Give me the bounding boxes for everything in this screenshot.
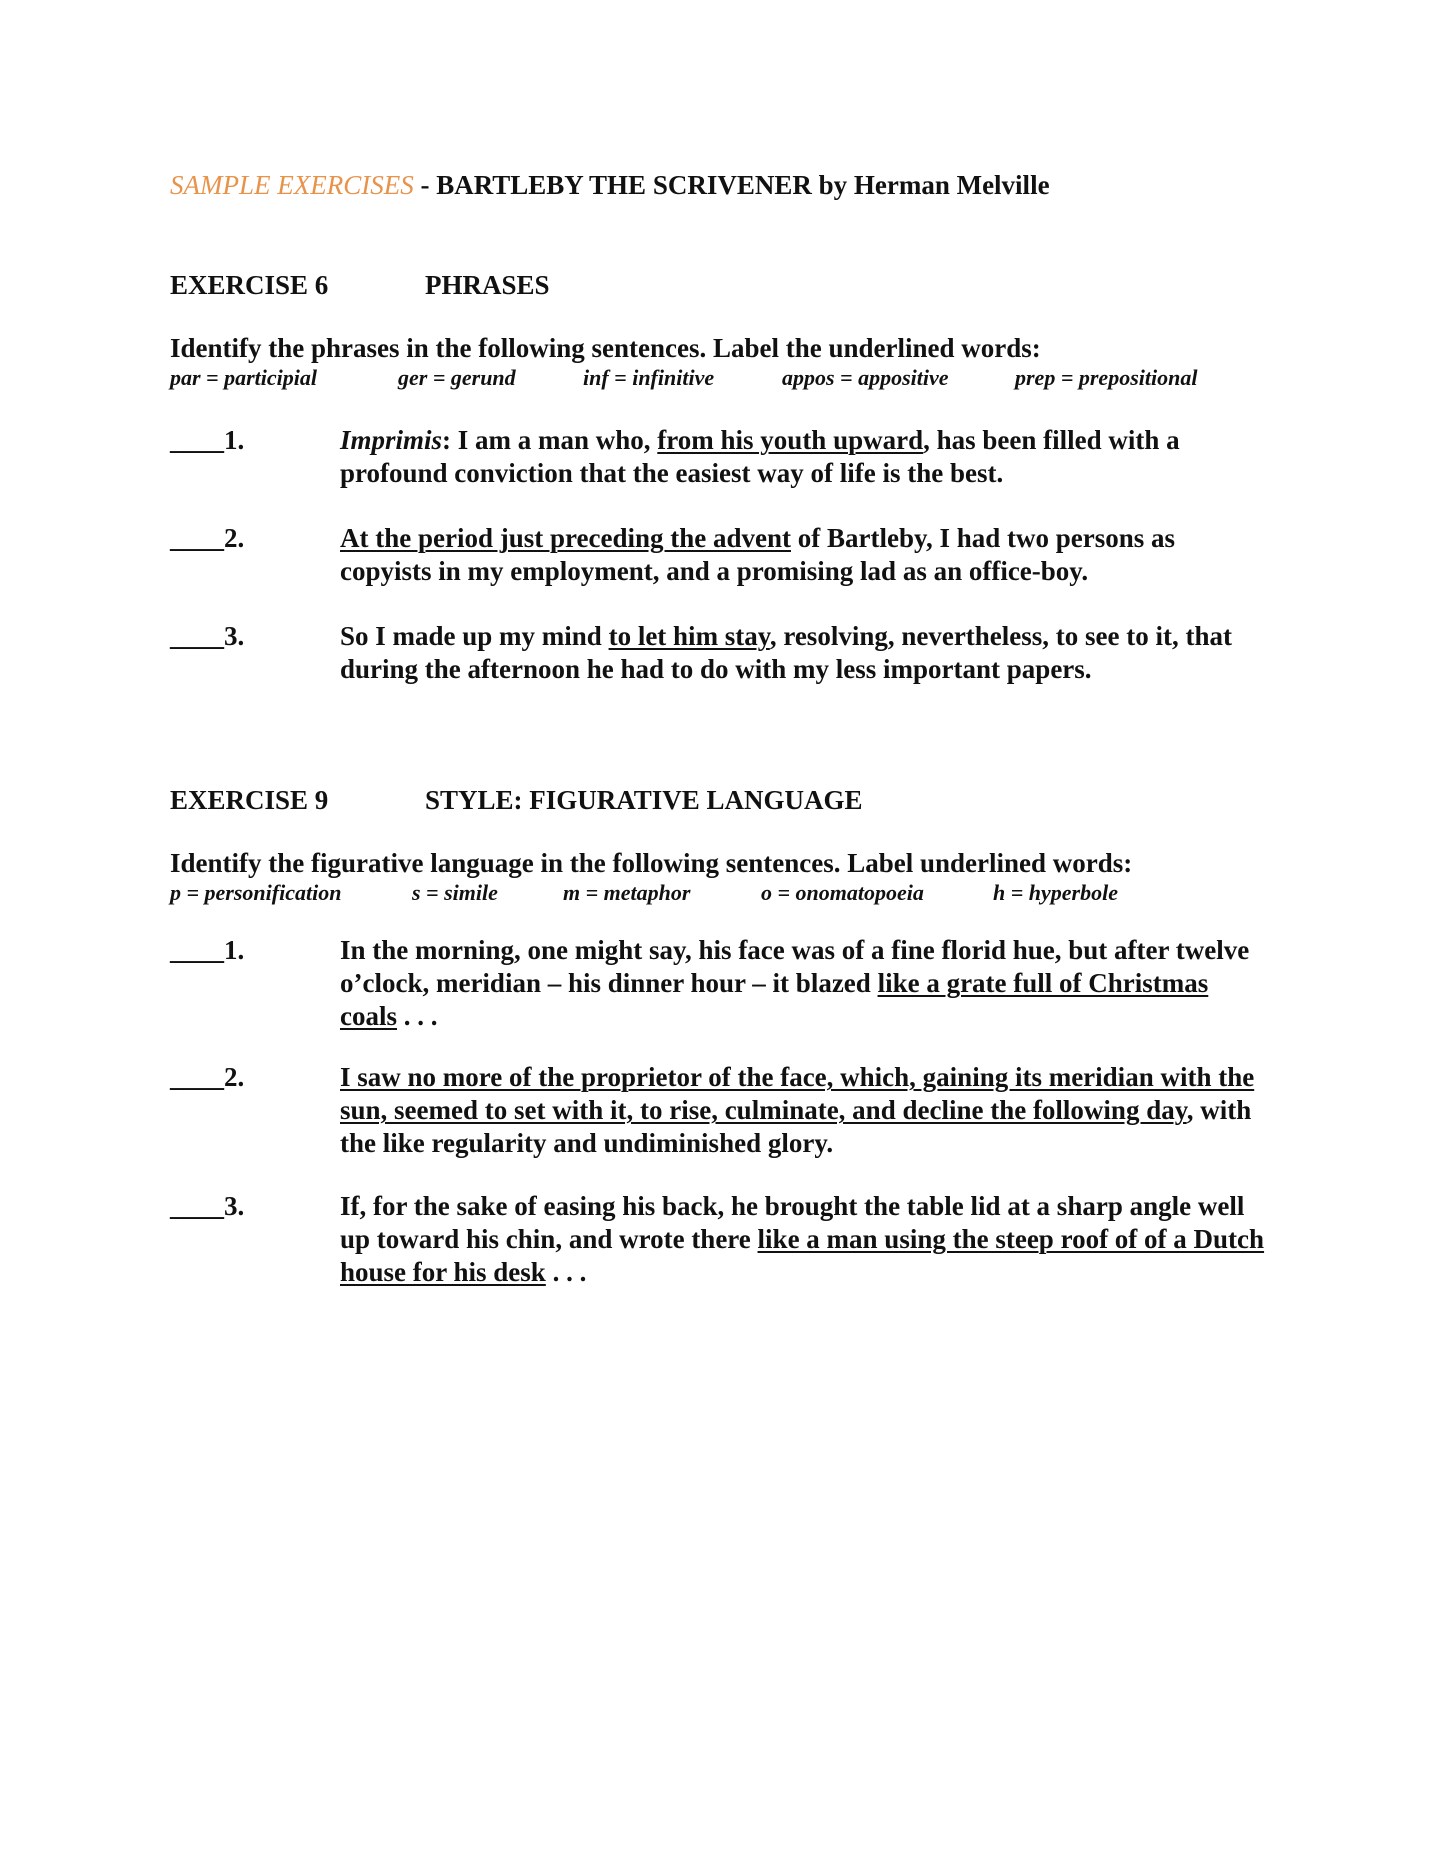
- exercise-6-number: EXERCISE 6: [170, 270, 329, 300]
- underlined-phrase: from his youth upward: [657, 425, 924, 455]
- sentence-segment: Imprimis: [340, 425, 443, 455]
- underlined-phrase: like a grate full of Christmas coals: [340, 968, 1209, 1031]
- exercise-6-instructions: Identify the phrases in the following sentences. Label the underlined words:: [170, 333, 1041, 363]
- page-title: [170, 170, 1050, 201]
- underlined-phrase: to let him stay: [608, 621, 770, 651]
- legend-item: m = metaphor: [563, 880, 691, 905]
- exercise-9-heading: [170, 785, 863, 816]
- legend-item: o = onomatopoeia: [761, 880, 924, 905]
- sentence-segment: . . .: [545, 1257, 587, 1287]
- exercise-9-instructions: Identify the figurative language in the following sentences. Label underlined words:: [170, 848, 1133, 878]
- item-sentence: [340, 1061, 1270, 1160]
- sentence-segment: : I am a man who,: [442, 425, 658, 455]
- answer-blank[interactable]: ____1.: [170, 935, 245, 965]
- item-sentence: [340, 1190, 1270, 1289]
- answer-blank[interactable]: ____3.: [170, 1191, 245, 1221]
- legend-item: prep = prepositional: [1015, 365, 1198, 390]
- legend-item: appos = appositive: [782, 365, 949, 390]
- legend-item: par = participial: [170, 365, 317, 390]
- item-sentence: [340, 934, 1270, 1033]
- sentence-segment: , resolving, nevertheless, to see to it, that during the afternoon he had to do with my less important papers.: [340, 621, 1232, 684]
- sentence-segment: So I made up my mind: [340, 621, 609, 651]
- underlined-phrase: I saw no more of the proprietor of the face, which, gaining its meridian with the sun, seemed to set with it, to rise, culminate, and decline the following day: [340, 1062, 1255, 1125]
- sentence-segment: , with the like regularity and undiminished glory.: [340, 1095, 1252, 1158]
- answer-blank[interactable]: ____2.: [170, 523, 245, 553]
- exercise-6-topic: PHRASES: [425, 270, 550, 300]
- title-accent: SAMPLE EXERCISES: [170, 170, 414, 200]
- exercise-9-number: EXERCISE 9: [170, 785, 329, 815]
- legend-item: ger = gerund: [398, 365, 516, 390]
- legend-item: s = simile: [412, 880, 498, 905]
- title-rest: - BARTLEBY THE SCRIVENER by Herman Melville: [413, 170, 1050, 200]
- sentence-segment: , has been filled with a profound conviction that the easiest way of life is the best.: [340, 425, 1180, 488]
- exercise-6-heading: [170, 270, 550, 301]
- sentence-segment: If, for the sake of easing his back, he brought the table lid at a sharp angle well up toward his chin, and wrote there: [340, 1191, 1245, 1254]
- item-sentence: [340, 522, 1270, 588]
- item-sentence: [340, 620, 1270, 686]
- sentence-segment: . . .: [397, 1001, 438, 1031]
- legend-item: p = personification: [170, 880, 342, 905]
- answer-blank[interactable]: ____3.: [170, 621, 245, 651]
- item-sentence: [340, 424, 1270, 490]
- underlined-phrase: like a man using the steep roof of of a Dutch house for his desk: [340, 1224, 1265, 1287]
- legend-item: inf = infinitive: [583, 365, 715, 390]
- answer-blank[interactable]: ____1.: [170, 425, 245, 455]
- answer-blank[interactable]: ____2.: [170, 1062, 245, 1092]
- sentence-segment: of Bartleby, I had two persons as copyists in my employment, and a promising lad as an office-boy.: [340, 523, 1176, 586]
- legend-item: h = hyperbole: [993, 880, 1118, 905]
- underlined-phrase: At the period just preceding the advent: [340, 523, 791, 553]
- sentence-segment: In the morning, one might say, his face was of a fine florid hue, but after twelve o’clock, meridian – his dinner hour – it blazed: [340, 935, 1250, 998]
- exercise-9-topic: STYLE: FIGURATIVE LANGUAGE: [425, 785, 863, 815]
